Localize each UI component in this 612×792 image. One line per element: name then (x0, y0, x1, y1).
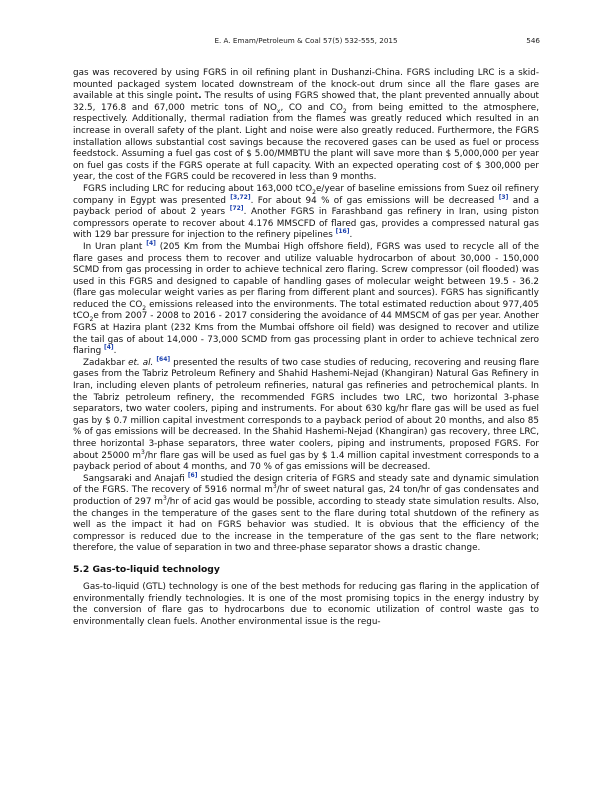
citation-link[interactable]: [64] (156, 355, 171, 363)
paragraph-2: FGRS including LRC for reducing about 163,000 tCO$_2$e/year of baseline emissions from Suez oil refinery company in Egypt was presented [3,72]. For about 94 % of gas emissions will be decreased [3] and a payback period of about 2 years [72]. Another FGRS in Farashband gas refinery in Iran, using piston compressors operate to recover about 4.176 MMSCFD of flared gas, provides a compressed natural gas with 129 bar pressure for injection to the refinery pipelines [16]. (73, 183, 539, 241)
citation-link[interactable]: [6] (187, 471, 198, 479)
citation-link[interactable]: [16] (335, 228, 350, 236)
running-title: E. A. Emam/Petroleum & Coal 57(5) 532-555, 2015 (214, 36, 398, 45)
paragraph-3: In Uran plant [4] (205 Km from the Mumbai High offshore field), FGRS was used to recycle all of the flare gases and process them to recover and utilize valuable hydrocarbon of about 30,000 - 150,000 SCMD from gas processing in order to achieve technical zero flaring. Screw compressor (oil flooded) was used in this FGRS and designed to capable of handling gases of molecular weight between 19.5 - 36.2 (flare gas molecular weight varies as per flaring from different plant and sources). FGRS has significantly reduced the $CO_2$ emissions released into the environments. The total estimated reduction about 977,405 tCO$_2$e from 2007 - 2008 to 2016 - 2017 considering the avoidance of 44 MMSCM of gas per year. Another FGRS at Hazira plant (232 Kms from the Mumbai offshore oil field) was designed to recover and utilize the tail gas of about 14,000 - 73,000 SCMD from gas processing plant in order to achieve technical zero flaring [4]. (73, 239, 539, 357)
paragraph-6: Gas-to-liquid (GTL) technology is one of the best methods for reducing gas flaring in the application of environmentally friendly technologies. It is one of the most promising topics in the energy industry by the conversion of flare gas to hydrocarbons due to economic utilization of control waste gas to environmentally clean fuels. Another environmental issue is the regu- (73, 581, 539, 627)
paragraph-1: gas was recovered by using FGRS in oil refining plant in Dushanzi-China. FGRS including LRC is a skid-mounted packaged system located downstream of the knock-out drum since all the flare gases are available at this single point. The results of using FGRS showed that, the plant prevented annually about 32.5, 176.8 and 67,000 metric tons of $NO_x$, CO and $CO_2$ from being emitted to the atmosphere, respectively. Additionally, thermal radiation from the flames was greatly reduced which resulted in an increase in overall safety of the plant. Light and noise were also greatly reduced. Furthermore, the FGRS installation allows substantial cost savings because the recovered gases can be used as fuel or process feedstock. Assuming a fuel gas cost of $ 5.00/MMBTU the plant will save more than $ 5,000,000 per year on fuel gas costs if the FGRS operate at full capacity. With an expected operating cost of $ 300,000 per year, the cost of the FGRS could be recovered in less than 9 months. (73, 68, 539, 183)
page-number: 546 (526, 36, 540, 45)
paragraph-5: Sangsaraki and Anajafi [6] studied the design criteria of FGRS and steady sate and dynamic simulation of the FGRS. The recovery of 5916 normal $m^3/hr$ of sweet natural gas, 24 ton/hr of gas condensates and production of 297 $m^3/hr$ of acid gas would be possible, according to steady state simulation results. Also, the changes in the temperature of the gases sent to the flare during total shutdown of the refinery as well as the impact it had on FGRS behavior was studied. It is obvious that the efficiency of the compressor is reduced due to the increase in the temperature of the gas sent to the flare network; therefore, the value of separation in two and three-phase separator shows a drastic change. (73, 471, 540, 554)
section-heading: 5.2 Gas-to-liquid technology (73, 563, 220, 575)
article-body (73, 68, 539, 628)
citation-link[interactable]: [4] (146, 239, 156, 247)
paragraph-4: Zadakbar et. al. [64] presented the results of two case studies of reducing, recovering and reusing flare gases from the Tabriz Petroleum Refinery and Shahid Hashemi-Nejad (Khangiran) Natural Gas Refinery in Iran, including eleven plants of petroleum refineries, natural gas refineries and petrochemical plants. In the Tabriz petroleum refinery, the recommended FGRS includes two LRC, two horizontal 3-phase separators, two water coolers, piping and instruments. For about 630 kg/hr flare gas will be used as fuel gas by $ 0.7 million capital investment corresponds to a payback period of about 20 months, and also 85 % of gas emissions will be decreased. In the Shahid Hashemi-Nejad (Khangiran) gas recovery, three LRC, three horizontal 3-phase separators, three water coolers, piping and instruments, proposed FGRS. For about 25000 $m^3/hr$ flare gas will be used as fuel gas by $ 1.4 million capital investment corresponds to a payback period of about 4 months, and 70 % of gas emissions will be decreased. (73, 355, 540, 473)
citation-link[interactable]: [3,72] (230, 193, 251, 201)
citation-link[interactable]: [4] (103, 344, 114, 352)
page-header (0, 36, 612, 48)
citation-link[interactable]: [3] (498, 193, 509, 201)
citation-link[interactable]: [72] (229, 205, 244, 213)
